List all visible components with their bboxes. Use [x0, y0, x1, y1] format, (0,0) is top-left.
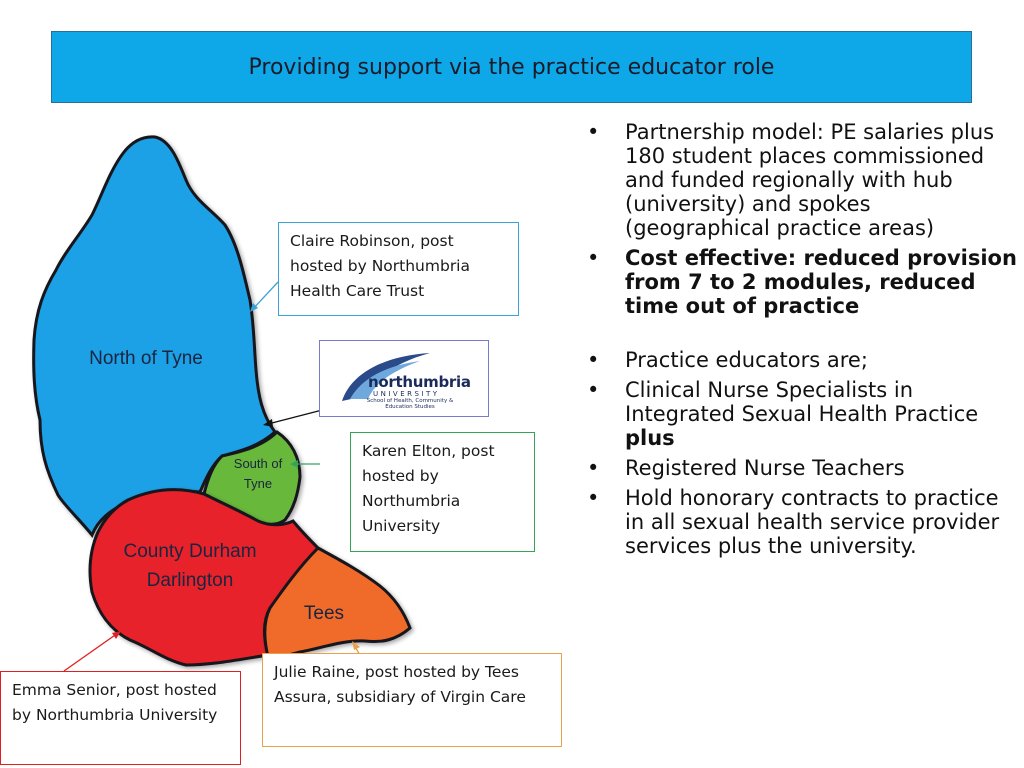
callout-julie-raine: Julie Raine, post hosted by Tees Assura, subsidiary of Virgin Care — [262, 653, 562, 747]
label-south-of-tyne-2: Tyne — [243, 476, 273, 491]
label-county-durham-2: Darlington — [146, 570, 234, 591]
callout-karen-elton: Karen Elton, post hosted by Northumbria University — [350, 432, 535, 552]
slide-title: Providing support via the practice educator role — [248, 54, 775, 80]
label-county-durham-1: County Durham — [123, 541, 257, 562]
bullet-registered-nurse: • Registered Nurse Teachers — [580, 456, 1020, 480]
bullet-plus: plus — [625, 426, 675, 450]
bullet-practice-educators: • Practice educators are; — [580, 348, 1020, 372]
logo-school: School of Health, Community & Education Studies — [366, 398, 454, 410]
bullet-clinical-nurse: • Clinical Nurse Specialists in Integrated Sexual Health Practice plus — [580, 378, 1020, 450]
label-north-of-tyne: North of Tyne — [89, 348, 203, 369]
bullet-honorary-contracts: • Hold honorary contracts to practice in all sexual health service provider services plus the university. — [580, 486, 1020, 558]
callout-emma-senior: Emma Senior, post hosted by Northumbria University — [0, 671, 241, 765]
logo-name: northumbria — [368, 373, 471, 391]
bullet-list — [580, 120, 1020, 564]
label-tees: Tees — [303, 603, 345, 624]
bullet-cost-effective: • Cost effective: reduced provision from 7 to 2 modules, reduced time out of practice — [580, 246, 1020, 318]
arrow-claire — [252, 282, 278, 310]
logo-subtitle: UNIVERSITY — [373, 390, 440, 398]
callout-claire-robinson: Claire Robinson, post hosted by Northumbria Health Care Trust — [278, 222, 519, 316]
label-south-of-tyne-1: South of — [233, 456, 283, 471]
bullet-partnership: • Partnership model: PE salaries plus 180 student places commissioned and funded regionally with hub (university) and spokes (geographical practice areas) — [580, 120, 1020, 240]
arrow-emma — [64, 633, 118, 671]
